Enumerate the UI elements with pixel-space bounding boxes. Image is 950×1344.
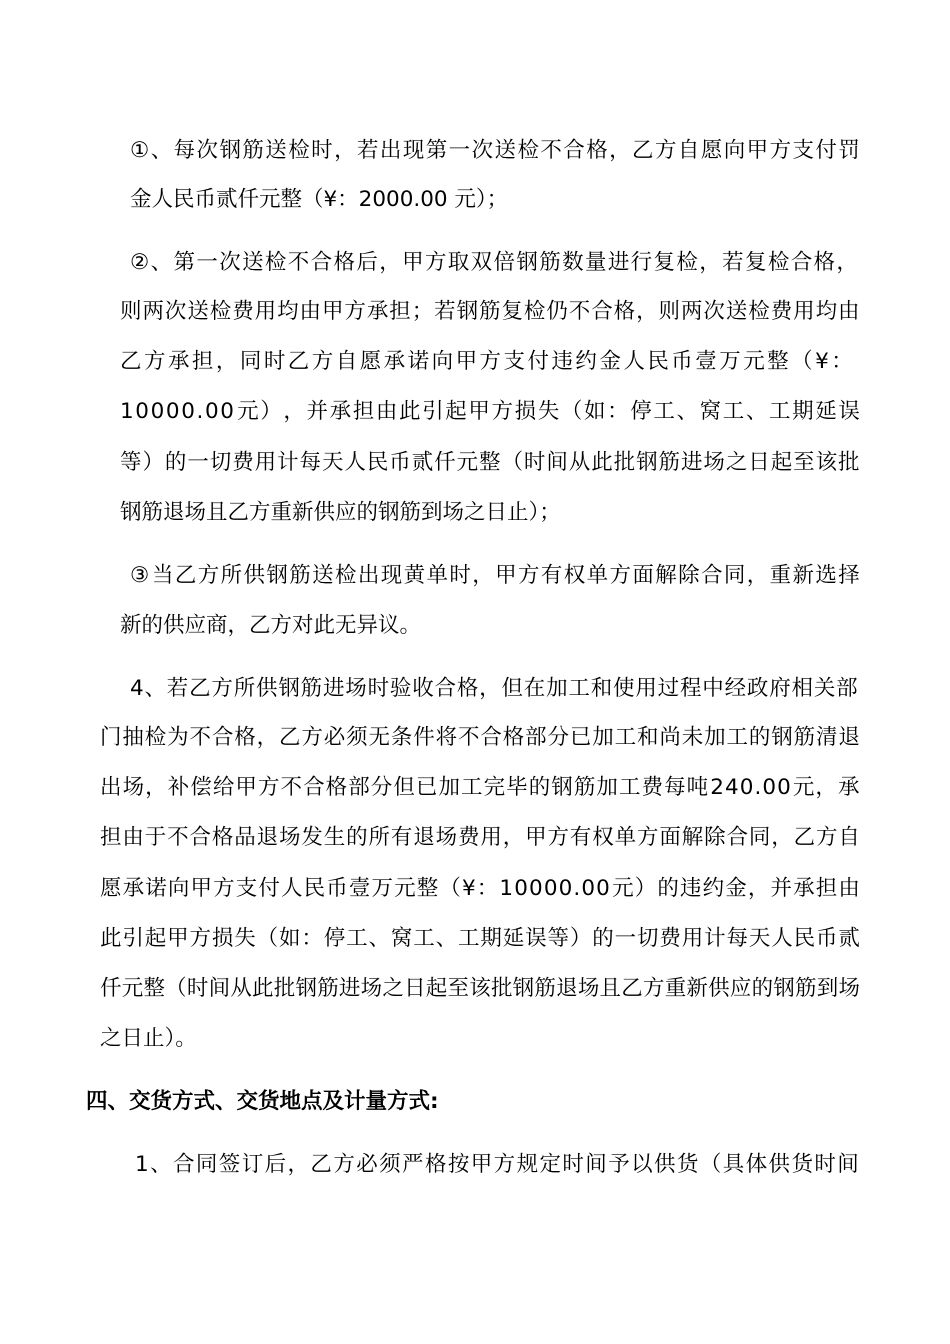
text-line: 则 两 次 送 检 费 用 均 由 甲 方 承 担 ； 若 钢 筋 复 检 仍 不 合 格 ， 则 两 次 送 检 费 用 均 由	[120, 299, 860, 324]
text-line: 仟 元 整 （ 时 间 从 此 批 钢 筋 进 场 之 日 起 至 该 批 钢 筋 退 场 且 乙 方 重 新 供 应 的 钢 筋 到 场	[100, 976, 860, 1001]
text-line: 担 由 于 不 合 格 品 退 场 发 生 的 所 有 退 场 费 用 ， 甲 方 有 权 单 方 面 解 除 合 同 ， 乙 方 自	[100, 825, 860, 850]
text-line: 1 、 合 同 签 订 后 ， 乙 方 必 须 严 格 按 甲 方 规 定 时 间 予 以 供 货 （ 具 体 供 货 时 间	[135, 1152, 859, 1177]
text-line: 乙 方 承 担 ， 同 时 乙 方 自 愿 承 诺 向 甲 方 支 付 违 约 金 人 民 币 壹 万 元 整 （ ¥ ：	[120, 349, 853, 374]
text-line: 愿 承 诺 向 甲 方 支 付 人 民 币 壹 万 元 整 （ ¥ ： 1 0 0 0 0 . 0 0 元 ） 的 违 约 金 ， 并 承 担 由	[100, 876, 860, 901]
text-line: 此 引 起 甲 方 损 失 （ 如 ： 停 工 、 窝 工 、 工 期 延 误 等 ） 的 一 切 费 用 计 每 天 人 民 币 贰	[100, 926, 860, 951]
text-line: 门 抽 检 为 不 合 格 ， 乙 方 必 须 无 条 件 将 不 合 格 部 分 已 加 工 和 尚 未 加 工 的 钢 筋 清 退	[100, 725, 860, 750]
text-line: 1 0 0 0 0 . 0 0 元 ） ， 并 承 担 由 此 引 起 甲 方 损 失 （ 如 ： 停 工 、 窝 工 、 工 期 延 误	[120, 399, 860, 424]
text-line: 等 ） 的 一 切 费 用 计 每 天 人 民 币 贰 仟 元 整 （ 时 间 从 此 批 钢 筋 进 场 之 日 起 至 该 批	[120, 450, 860, 475]
text-line: 4 、 若 乙 方 所 供 钢 筋 进 场 时 验 收 合 格 ， 但 在 加 工 和 使 用 过 程 中 经 政 府 相 关 部	[130, 676, 858, 701]
text-line: ① 、 每 次 钢 筋 送 检 时 ， 若 出 现 第 一 次 送 检 不 合 格 ， 乙 方 自 愿 向 甲 方 支 付 罚	[130, 138, 860, 163]
text-line: 之日止）。	[100, 1026, 197, 1051]
text-line: 出 场 ， 补 偿 给 甲 方 不 合 格 部 分 但 已 加 工 完 毕 的 钢 筋 加 工 费 每 吨 2 4 0 . 0 0 元 ， 承	[100, 775, 860, 800]
text-line: 金人民币贰仟元整（¥：2000.00 元）；	[130, 187, 509, 212]
text-line: 钢筋退场且乙方重新供应的钢筋到场之日止）；	[120, 500, 561, 525]
text-line: 新的供应商，乙方对此无异议。	[120, 613, 422, 638]
section-heading: 四、交货方式、交货地点及计量方式:	[86, 1089, 439, 1114]
text-line: ③ 当 乙 方 所 供 钢 筋 送 检 出 现 黄 单 时 ， 甲 方 有 权 单 方 面 解 除 合 同 ， 重 新 选 择	[130, 563, 860, 588]
text-line: ② 、 第 一 次 送 检 不 合 格 后 ， 甲 方 取 双 倍 钢 筋 数 量 进 行 复 检 ， 若 复 检 合 格 ，	[130, 250, 858, 275]
